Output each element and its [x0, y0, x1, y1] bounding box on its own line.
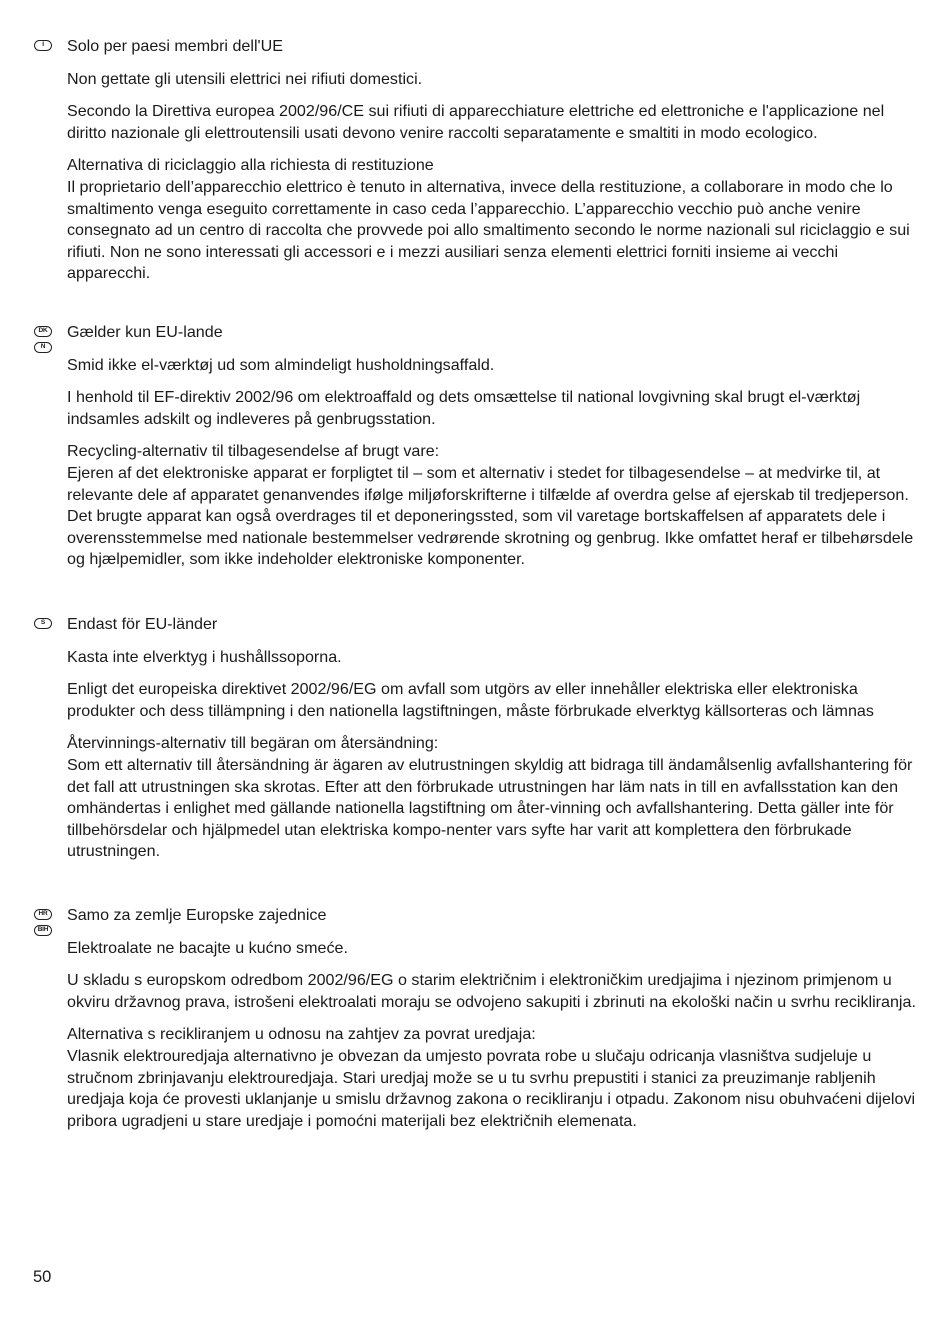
disposal-warning: Elektroalate ne bacajte u kućno smeće.: [67, 938, 348, 957]
country-code-badge-bih: BIH: [34, 925, 52, 936]
country-code-badge-i: I: [34, 40, 52, 51]
directive-paragraph: Enligt det europeiska direktivet 2002/96/EG om avfall som utgörs av eller innehåller elektriska eller elektroniska produkter och dess tillämpning i den nationella lagstiftningen, måste förbrukade elverktyg källsorteras och lämnas: [67, 680, 874, 720]
section-heading: Gælder kun EU-lande: [67, 323, 223, 341]
section-heading: Solo per paesi membri dell'UE: [67, 37, 283, 55]
directive-paragraph: U skladu s europskom odredbom 2002/96/EG o starim električnim i elektroničkim uredjajima i njezinom primjenom u okviru državnog prava, istrošeni elektroalati moraju se odvojeno sakupiti i zbrinuti na ekološki način u svrhu recikliranja.: [67, 971, 916, 1011]
country-code-badge-dk: DK: [34, 326, 52, 337]
recycling-alternative: [67, 733, 917, 863]
disposal-warning: Kasta inte elverktyg i hushållssoporna.: [67, 647, 342, 666]
page-number: 50: [33, 1268, 52, 1286]
country-badges: [34, 618, 54, 634]
alternative-body: Il proprietario dell’apparecchio elettrico è tenuto in alternativa, invece della restituzione, a collaborare in modo che lo smaltimento venga eseguito correttamente in caso ceda l’apparecchio. L’apparecchio vecchio può anche venire consegnato ad un centro di raccolta che provvede poi allo smaltimento secondo le norme nazionali sul riciclaggio e sui rifiuti. Non ne sono interessati gli accessori e i mezzi ausiliari senza elementi elettrici forniti insieme ai vecchi apparecchi.: [67, 177, 910, 283]
alternative-title: Alternativa di riciclaggio alla richiesta di restituzione: [67, 156, 434, 175]
alternative-body: Ejeren af det elektroniske apparat er forpligtet til – som et alternativ i stedet for tilbagesendelse – at medvirke til, at relevante dele af apparatet genanvendes ifølge miljøforskrifterne i tilfælde af overdra gelse af ejerskab til tredjeperson. Det brugte apparat kan også overdrages til et deponeringssted, som vil varetage bortskaffelsen af apparatets dele i overensstemmelse med nationale bestemmelser vedrørende skrotning og genbrug. Ikke omfattet heraf er tilbehørsdele og hjælpemidler, som ikke indeholder elektroniske komponenter.: [67, 463, 914, 569]
section-text: [67, 322, 917, 582]
disposal-warning: Non gettate gli utensili elettrici nei rifiuti domestici.: [67, 69, 423, 88]
alternative-title: Recycling-alternativ til tilbagesendelse af brugt vare:: [67, 442, 440, 461]
section-heading: Samo za zemlje Europske zajednice: [67, 906, 327, 924]
alternative-body: Vlasnik elektrouredjaja alternativno je obvezan da umjesto povrata robe u slučaju odricanja vlasništva sudjeluje u stručnom zbrinjavanju elektrouredjaja. Stari uredjaj može se u tu svrhu prepustiti i stanici za preuzimanje rabljenih uredjaja koja će provesti uklanjanje u smislu državnog zakona o recikliranju i otpadu. Zakonom nisu obuhvaćeni dijelovi pribora ugradjeni u stare uredjaje i pomoćni materijali bez električnih elemenata.: [67, 1046, 916, 1130]
section-text: [67, 905, 917, 1143]
section-heading: Endast för EU-länder: [67, 615, 218, 633]
country-code-badge-hr: HR: [34, 909, 52, 920]
directive-paragraph: I henhold til EF-direktiv 2002/96 om elektroaffald og dets omsættelse til national lovgivning skal brugt el-værktøj indsamles adskilt og indleveres på genbrugsstation.: [67, 388, 861, 428]
recycling-alternative: [67, 1024, 917, 1132]
country-badges: [34, 909, 54, 941]
recycling-alternative: [67, 155, 917, 285]
section-text: [67, 36, 917, 296]
recycling-alternative: [67, 441, 917, 571]
directive-paragraph: Secondo la Direttiva europea 2002/96/CE sui rifiuti di apparecchiature elettriche ed elettroniche e l'applicazione nel diritto nazionale gli elettroutensili usati devono venire raccolti separatamente e smaltiti in modo ecologico.: [67, 102, 885, 142]
alternative-body: Som ett alternativ till återsändning är ägaren av elutrustningen skyldig att bidraga till ändamålsenlig avfallshantering för det fall att utrustningen ska skrotas. Efter att den förbrukade utrustningen har läm nats in till en avfallsstation kan den omhändertas i enlighet med gällande nationella lagstiftning om åter-vinning och avfallshantering. Detta gäller inte för tillbehörsdelar och hjälpmedel utan elektriska kompo-nenter vars syfte har varit att komplettera den förbrukade utrustningen.: [67, 755, 913, 861]
section-text: [67, 614, 917, 874]
country-code-badge-n: N: [34, 342, 52, 353]
country-badges: [34, 40, 54, 56]
alternative-title: Återvinnings-alternativ till begäran om återsändning:: [67, 734, 439, 753]
disposal-warning: Smid ikke el-værktøj ud som almindeligt husholdningsaffald.: [67, 355, 495, 374]
country-code-badge-s: S: [34, 618, 52, 629]
alternative-title: Alternativa s recikliranjem u odnosu na zahtjev za povrat uredjaja:: [67, 1025, 536, 1044]
country-badges: [34, 326, 54, 358]
